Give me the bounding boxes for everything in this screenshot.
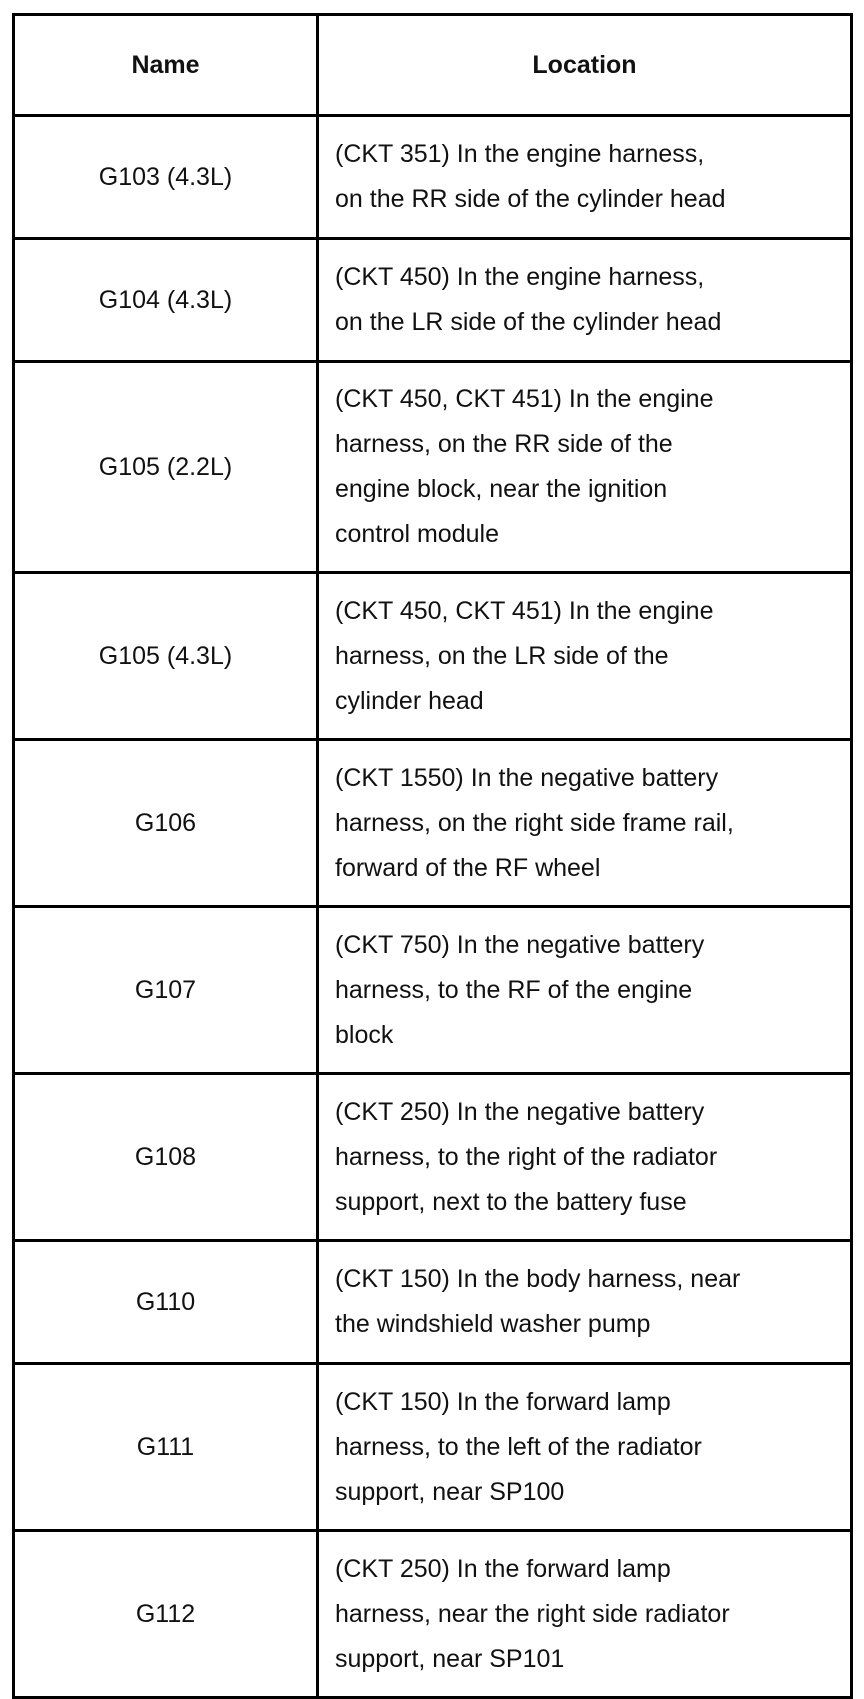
location-line: cylinder head	[335, 686, 484, 715]
location-line: on the RR side of the cylinder head	[335, 185, 726, 213]
ground-location	[318, 1241, 852, 1364]
location-line: (CKT 351) In the engine harness,	[335, 140, 705, 168]
column-header-name: Name	[14, 15, 318, 116]
location-line: (CKT 250) In the negative battery	[335, 1097, 705, 1126]
table-row	[14, 573, 852, 740]
location-line: (CKT 150) In the body harness, near	[335, 1265, 741, 1293]
location-line: harness, on the LR side of the	[335, 641, 669, 670]
location-line: harness, on the right side frame rail,	[335, 808, 734, 837]
ground-name: G104 (4.3L)	[14, 239, 318, 362]
location-line: block	[335, 1020, 394, 1049]
ground-name: G110	[14, 1241, 318, 1364]
table-row	[14, 907, 852, 1074]
ground-location	[318, 1531, 852, 1698]
location-line: harness, near the right side radiator	[335, 1599, 730, 1628]
table-row	[14, 239, 852, 362]
ground-name: G105 (4.3L)	[14, 573, 318, 740]
location-line: (CKT 150) In the forward lamp	[335, 1387, 671, 1416]
table-row	[14, 1241, 852, 1364]
ground-location	[318, 116, 852, 239]
location-line: support, near SP100	[335, 1477, 565, 1506]
ground-name: G111	[14, 1364, 318, 1531]
ground-name: G103 (4.3L)	[14, 116, 318, 239]
ground-location	[318, 1364, 852, 1531]
ground-locations-table	[12, 13, 853, 1699]
table-row	[14, 1074, 852, 1241]
location-line: support, near SP101	[335, 1644, 565, 1673]
ground-name: G107	[14, 907, 318, 1074]
location-line: control module	[335, 520, 499, 548]
ground-location	[318, 907, 852, 1074]
location-line: harness, on the RR side of the	[335, 430, 673, 458]
ground-location	[318, 740, 852, 907]
location-line: (CKT 450, CKT 451) In the engine	[335, 385, 714, 413]
location-line: on the LR side of the cylinder head	[335, 308, 722, 336]
table-row	[14, 116, 852, 239]
ground-location	[318, 1074, 852, 1241]
location-line: the windshield washer pump	[335, 1310, 651, 1338]
location-line: (CKT 1550) In the negative battery	[335, 763, 719, 792]
ground-location	[318, 573, 852, 740]
ground-name: G112	[14, 1531, 318, 1698]
table-row	[14, 362, 852, 573]
ground-location	[318, 239, 852, 362]
location-line: forward of the RF wheel	[335, 853, 601, 882]
location-line: (CKT 450, CKT 451) In the engine	[335, 596, 714, 625]
location-line: (CKT 250) In the forward lamp	[335, 1554, 671, 1583]
location-line: (CKT 450) In the engine harness,	[335, 263, 705, 291]
location-line: harness, to the left of the radiator	[335, 1432, 702, 1461]
location-line: support, next to the battery fuse	[335, 1187, 687, 1216]
ground-location	[318, 362, 852, 573]
header-row	[14, 15, 852, 116]
ground-name: G108	[14, 1074, 318, 1241]
location-line: engine block, near the ignition	[335, 475, 668, 503]
column-header-location: Location	[318, 15, 852, 116]
table-row	[14, 740, 852, 907]
ground-name: G105 (2.2L)	[14, 362, 318, 573]
table-row	[14, 1364, 852, 1531]
location-line: harness, to the RF of the engine	[335, 975, 693, 1004]
table-row	[14, 1531, 852, 1698]
location-line: (CKT 750) In the negative battery	[335, 930, 705, 959]
ground-name: G106	[14, 740, 318, 907]
location-line: harness, to the right of the radiator	[335, 1142, 718, 1171]
